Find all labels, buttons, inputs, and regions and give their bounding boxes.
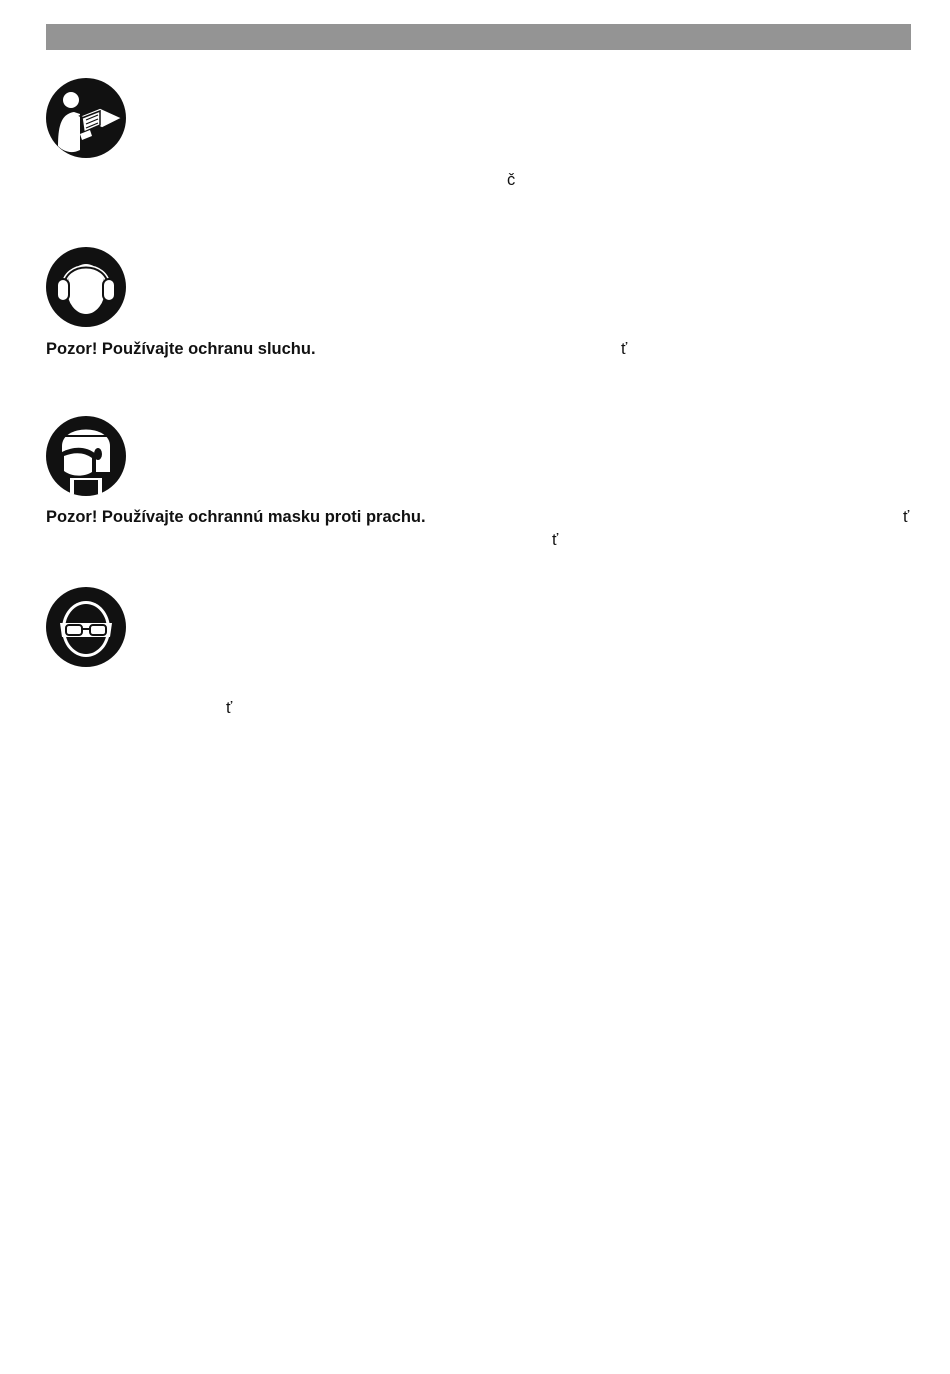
eye-protection-icon xyxy=(46,587,126,667)
dust-mask-icon xyxy=(46,416,126,496)
section-heading: Pozor! Používajte ochrannú masku proti prachu. xyxy=(46,508,426,526)
hearing-protection-icon xyxy=(46,247,126,327)
text-fragment: ť xyxy=(552,531,559,549)
section-heading: Pozor! Používajte ochranu sluchu. xyxy=(46,340,316,358)
text-fragment: č xyxy=(507,171,516,189)
text-fragment: ť xyxy=(226,699,233,717)
text-fragment: ť xyxy=(903,508,910,526)
read-manual-icon xyxy=(46,78,126,158)
text-fragment: ť xyxy=(621,340,628,358)
header-bar xyxy=(46,24,911,50)
